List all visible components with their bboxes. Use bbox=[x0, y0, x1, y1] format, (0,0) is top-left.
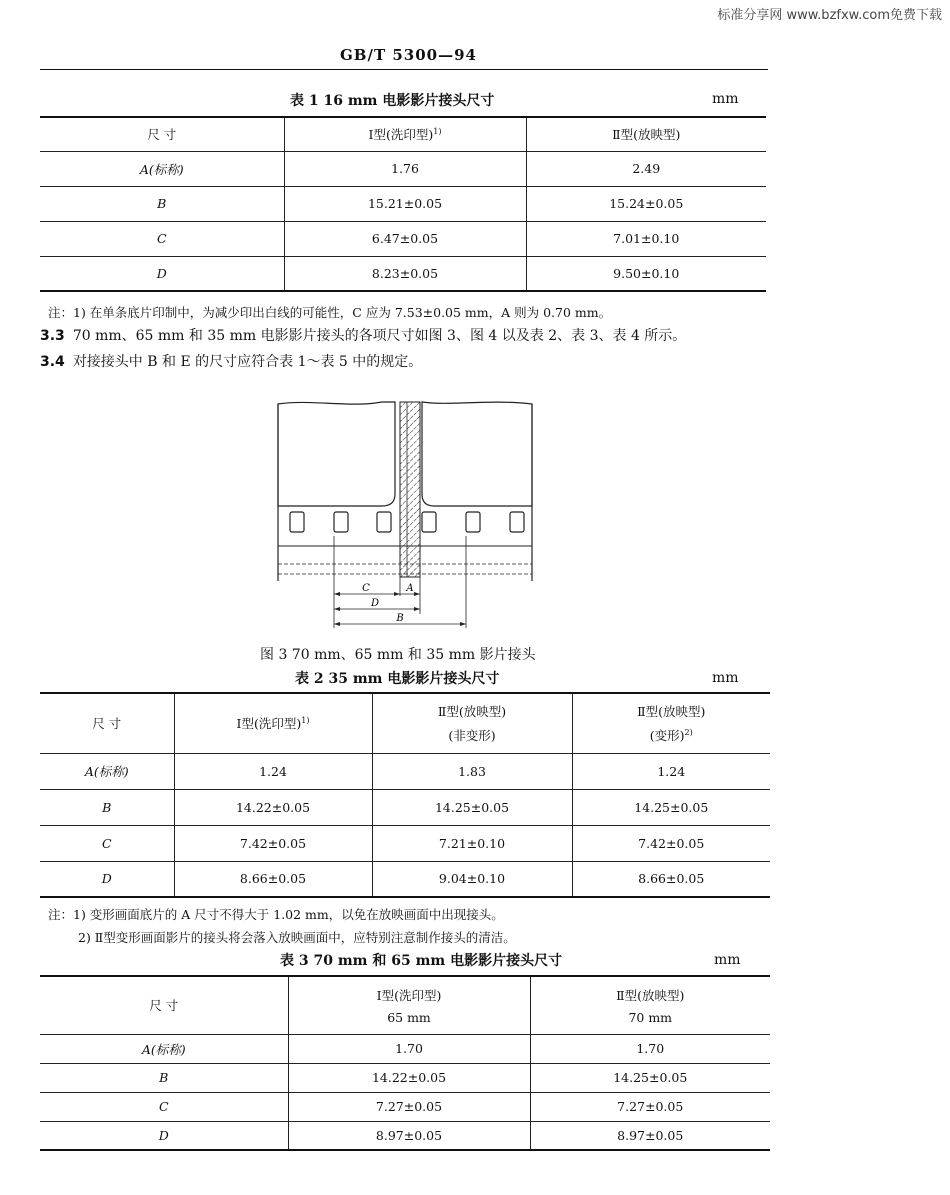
table1-unit: mm bbox=[712, 91, 739, 107]
table-cell: 7.27±0.05 bbox=[530, 1092, 770, 1121]
table1-header-row bbox=[40, 117, 766, 151]
table-cell: 14.25±0.05 bbox=[572, 789, 770, 825]
table-cell: 8.66±0.05 bbox=[174, 861, 372, 897]
dim-label-a: A bbox=[406, 583, 414, 594]
table2-header-cell: Ⅱ型(放映型) (非变形) bbox=[372, 693, 572, 753]
standard-code: GB/T 5300—94 bbox=[340, 46, 477, 64]
table3-header-row bbox=[40, 976, 770, 1034]
dim-label-b: B bbox=[396, 613, 404, 624]
table-cell: 8.23±0.05 bbox=[284, 256, 526, 291]
dim-label-d: D bbox=[370, 598, 380, 609]
table-row bbox=[40, 151, 766, 186]
table-cell: 7.42±0.05 bbox=[572, 825, 770, 861]
table-cell: A(标称) bbox=[40, 151, 284, 186]
table-cell: 7.01±0.10 bbox=[526, 221, 766, 256]
table-cell: 2.49 bbox=[526, 151, 766, 186]
table2-header-cell: Ⅰ型(洗印型)$^{1)}$ bbox=[174, 693, 372, 753]
table1-header-cell: Ⅰ型(洗印型)$^{1)}$ bbox=[284, 117, 526, 151]
table1 bbox=[40, 116, 766, 292]
table-row bbox=[40, 1092, 770, 1121]
table-cell: 9.04±0.10 bbox=[372, 861, 572, 897]
table-row bbox=[40, 825, 770, 861]
watermark-text: 标准分享网 www.bzfxw.com免费下载 bbox=[717, 8, 942, 23]
table-cell: D bbox=[40, 1121, 288, 1150]
table2 bbox=[40, 692, 770, 898]
table2-caption: 表 2 35 mm 电影影片接头尺寸 bbox=[295, 671, 500, 687]
table-cell: B bbox=[40, 1063, 288, 1092]
table-cell: 15.21±0.05 bbox=[284, 186, 526, 221]
table-cell: 6.47±0.05 bbox=[284, 221, 526, 256]
paragraph-text: 70 mm、65 mm 和 35 mm 电影影片接头的各项尺寸如图 3、图 4 以及表 2、表 3、表 4 所示。 bbox=[72, 328, 687, 344]
film-left-frame bbox=[278, 402, 395, 506]
table-row bbox=[40, 221, 766, 256]
table-cell: 1.70 bbox=[288, 1034, 530, 1063]
splice-overlap bbox=[400, 402, 420, 577]
table2-header-cell: Ⅱ型(放映型) (变形)$^{2)}$ bbox=[572, 693, 770, 753]
table-row bbox=[40, 753, 770, 789]
table-cell: 7.42±0.05 bbox=[174, 825, 372, 861]
table-cell: 14.22±0.05 bbox=[288, 1063, 530, 1092]
paragraph-text: 对接接头中 B 和 E 的尺寸应符合表 1～表 5 中的规定。 bbox=[72, 354, 423, 370]
table3-unit: mm bbox=[714, 952, 741, 968]
table-cell: 8.97±0.05 bbox=[530, 1121, 770, 1150]
table-row bbox=[40, 789, 770, 825]
table-cell: 14.25±0.05 bbox=[372, 789, 572, 825]
table1-note: 注：1) 在单条底片印制中，为减少印出白线的可能性，C 应为 7.53±0.05 mm，A 则为 0.70 mm。 bbox=[48, 305, 612, 320]
table1-header-cell: 尺 寸 bbox=[40, 117, 284, 151]
header-rule bbox=[40, 69, 768, 70]
table-cell: 1.24 bbox=[174, 753, 372, 789]
table-row bbox=[40, 1063, 770, 1092]
table3-header-cell: Ⅱ型(放映型) 70 mm bbox=[530, 976, 770, 1034]
table-cell: C bbox=[40, 1092, 288, 1121]
table-row bbox=[40, 186, 766, 221]
table-row bbox=[40, 1121, 770, 1150]
table-cell: 14.22±0.05 bbox=[174, 789, 372, 825]
table-cell: 1.24 bbox=[572, 753, 770, 789]
table-cell: B bbox=[40, 186, 284, 221]
table-cell: C bbox=[40, 825, 174, 861]
table-cell: 1.70 bbox=[530, 1034, 770, 1063]
table-cell: 9.50±0.10 bbox=[526, 256, 766, 291]
table-cell: A(标称) bbox=[40, 1034, 288, 1063]
table1-caption: 表 1 16 mm 电影影片接头尺寸 bbox=[290, 93, 495, 109]
footnote-mark: 1) bbox=[433, 127, 442, 137]
section-number: 3.4 bbox=[40, 354, 65, 370]
footnote-mark: 2) bbox=[684, 728, 693, 738]
dim-label-c: C bbox=[362, 583, 370, 594]
table-cell: 7.21±0.10 bbox=[372, 825, 572, 861]
table3-header-cell: Ⅰ型(洗印型) 65 mm bbox=[288, 976, 530, 1034]
table-cell: 1.76 bbox=[284, 151, 526, 186]
table-cell: C bbox=[40, 221, 284, 256]
section-number: 3.3 bbox=[40, 328, 65, 344]
table-row bbox=[40, 256, 766, 291]
paragraph-3-4 bbox=[40, 351, 422, 371]
film-right-frame bbox=[422, 402, 532, 506]
table-cell: 14.25±0.05 bbox=[530, 1063, 770, 1092]
table2-header-cell: 尺 寸 bbox=[40, 693, 174, 753]
table-cell: D bbox=[40, 861, 174, 897]
table-cell: 8.66±0.05 bbox=[572, 861, 770, 897]
table-cell: 7.27±0.05 bbox=[288, 1092, 530, 1121]
table-cell: B bbox=[40, 789, 174, 825]
figure3-splice-diagram bbox=[270, 396, 540, 632]
table3-caption: 表 3 70 mm 和 65 mm 电影影片接头尺寸 bbox=[280, 953, 563, 969]
table-row bbox=[40, 861, 770, 897]
table2-unit: mm bbox=[712, 670, 739, 686]
table-cell: A(标称) bbox=[40, 753, 174, 789]
figure3-caption: 图 3 70 mm、65 mm 和 35 mm 影片接头 bbox=[260, 647, 536, 663]
table2-note-2: 2) Ⅱ型变形画面影片的接头将会落入放映画面中，应特别注意制作接头的清洁。 bbox=[78, 930, 516, 945]
table3-header-cell: 尺 寸 bbox=[40, 976, 288, 1034]
table2-note-1: 注：1) 变形画面底片的 A 尺寸不得大于 1.02 mm，以免在放映画面中出现接头。 bbox=[48, 907, 504, 922]
table2-header-row bbox=[40, 693, 770, 753]
table-cell: 8.97±0.05 bbox=[288, 1121, 530, 1150]
footnote-mark: 1) bbox=[301, 716, 310, 726]
table1-header-cell: Ⅱ型(放映型) bbox=[526, 117, 766, 151]
table-row bbox=[40, 1034, 770, 1063]
table-cell: 1.83 bbox=[372, 753, 572, 789]
table-cell: 15.24±0.05 bbox=[526, 186, 766, 221]
paragraph-3-3 bbox=[40, 325, 686, 345]
table3 bbox=[40, 975, 770, 1151]
table-cell: D bbox=[40, 256, 284, 291]
